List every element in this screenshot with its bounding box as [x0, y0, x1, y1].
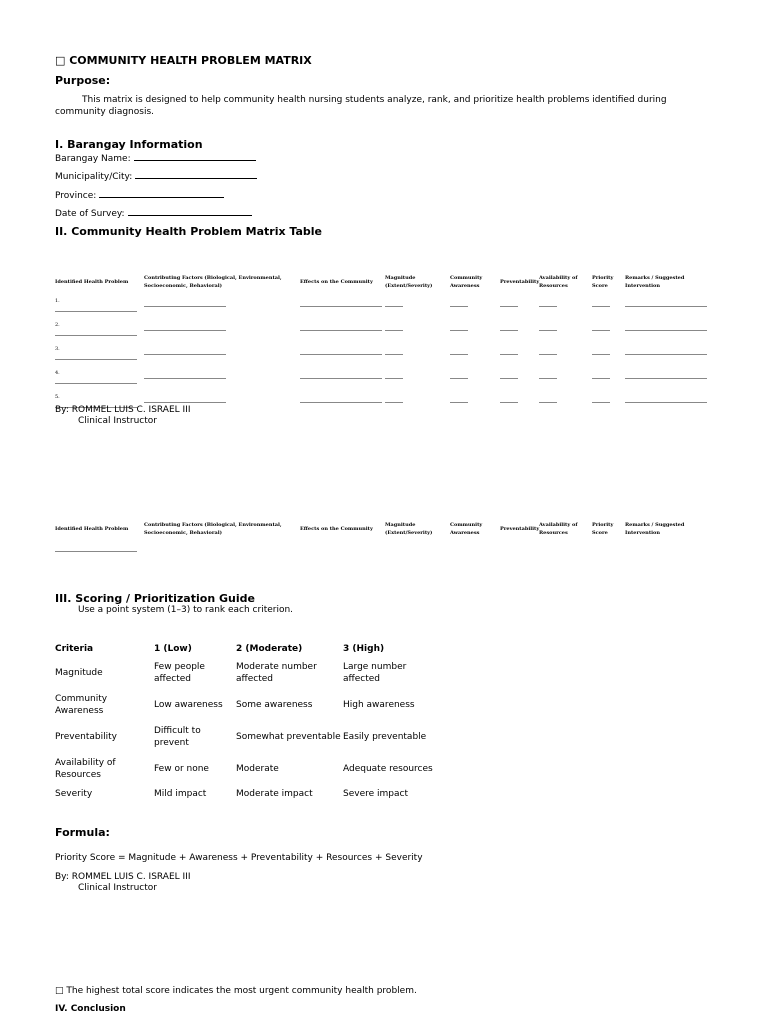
fill-line[interactable] — [385, 402, 403, 403]
fill-line[interactable] — [592, 354, 610, 355]
fill-line[interactable] — [300, 306, 382, 307]
guide-row-preventability — [55, 721, 443, 753]
fill-line[interactable] — [539, 306, 557, 307]
col-header-resources: Availability of Resources — [539, 275, 578, 289]
guide-cell: Low awareness — [154, 700, 223, 710]
guide-cell: Difficult to prevent — [154, 726, 201, 748]
section-scoring-heading: III. Scoring / Prioritization Guide — [55, 592, 255, 605]
col-header-awareness: Community Awareness — [450, 275, 483, 289]
guide-cell: Community Awareness — [55, 694, 108, 716]
guide-header-row — [55, 641, 443, 657]
fill-line[interactable] — [144, 354, 226, 355]
guide-header-low: 1 (Low) — [154, 644, 192, 654]
fill-line[interactable] — [55, 335, 137, 336]
guide-row-severity — [55, 785, 443, 803]
fill-line[interactable] — [592, 330, 610, 331]
fill-line[interactable] — [539, 330, 557, 331]
guide-cell: Few or none — [154, 764, 209, 774]
fill-line[interactable] — [625, 378, 707, 379]
section-conclusion-heading: IV. Conclusion — [55, 1004, 126, 1014]
document-title: □ COMMUNITY HEALTH PROBLEM MATRIX — [55, 54, 312, 67]
row-number: 1. — [55, 298, 60, 304]
col-header-magnitude: Magnitude (Extent/Severity) — [385, 275, 433, 289]
fill-line[interactable] — [385, 354, 403, 355]
section-scoring-subtext: Use a point system (1–3) to rank each criterion. — [78, 605, 294, 615]
fill-line[interactable] — [539, 402, 557, 403]
guide-cell: Moderate — [236, 764, 279, 774]
col-header-problem: Identified Health Problem — [55, 279, 129, 285]
row-number: 3. — [55, 346, 60, 352]
fill-line[interactable] — [99, 188, 224, 198]
fill-line[interactable] — [539, 354, 557, 355]
fill-line[interactable] — [300, 354, 382, 355]
fill-line[interactable] — [144, 306, 226, 307]
fill-line[interactable] — [300, 378, 382, 379]
fill-line[interactable] — [450, 354, 468, 355]
col-header-factors: Contributing Factors (Biological, Environmental, Socioeconomic, Behavioral) — [144, 275, 282, 289]
fill-line[interactable] — [500, 330, 518, 331]
field-date-of-survey — [55, 206, 252, 219]
signature-block — [55, 405, 191, 427]
guide-cell: Few people affected — [154, 662, 205, 684]
col-header-remarks: Remarks / Suggested Intervention — [625, 522, 685, 536]
fill-line[interactable] — [500, 306, 518, 307]
guide-cell: Preventability — [55, 732, 117, 742]
col-header-preventability: Preventability — [500, 279, 540, 285]
fill-line[interactable] — [500, 354, 518, 355]
field-label: Barangay Name: — [55, 154, 131, 164]
guide-cell: Large number affected — [343, 662, 407, 684]
col-header-priority-score: Priority Score — [592, 275, 614, 289]
col-header-preventability: Preventability — [500, 526, 540, 532]
field-label: Province: — [55, 191, 97, 201]
fill-line[interactable] — [135, 169, 257, 179]
guide-header-moderate: 2 (Moderate) — [236, 644, 303, 654]
section-barangay-heading: I. Barangay Information — [55, 138, 203, 151]
signature-name: By: ROMMEL LUIS C. ISRAEL III — [55, 405, 191, 415]
col-header-effects: Effects on the Community — [300, 526, 373, 532]
fill-line[interactable] — [134, 151, 256, 161]
purpose-text: This matrix is designed to help community health nursing students analyze, rank, and prioritize health problems identified during community diagnosis. — [55, 95, 667, 117]
signature-role: Clinical Instructor — [78, 416, 157, 426]
col-header-problem: Identified Health Problem — [55, 526, 129, 532]
signature-block — [55, 872, 191, 894]
col-header-awareness: Community Awareness — [450, 522, 483, 536]
fill-line[interactable] — [385, 330, 403, 331]
fill-line[interactable] — [500, 402, 518, 403]
guide-row-magnitude — [55, 657, 443, 689]
field-barangay-name — [55, 151, 256, 164]
col-header-factors: Contributing Factors (Biological, Environmental, Socioeconomic, Behavioral) — [144, 522, 282, 536]
fill-line[interactable] — [300, 402, 382, 403]
note-text: □ The highest total score indicates the most urgent community health problem. — [55, 986, 417, 996]
fill-line[interactable] — [625, 354, 707, 355]
guide-row-resources — [55, 753, 443, 785]
col-header-remarks: Remarks / Suggested Intervention — [625, 275, 685, 289]
fill-line[interactable] — [592, 306, 610, 307]
guide-cell: Moderate number affected — [236, 662, 317, 684]
guide-cell: Some awareness — [236, 700, 313, 710]
fill-line[interactable] — [300, 330, 382, 331]
fill-line[interactable] — [385, 306, 403, 307]
fill-line[interactable] — [450, 378, 468, 379]
col-header-resources: Availability of Resources — [539, 522, 578, 536]
field-label: Date of Survey: — [55, 209, 125, 219]
guide-cell: Severe impact — [343, 789, 408, 799]
fill-line[interactable] — [450, 330, 468, 331]
fill-line[interactable] — [450, 402, 468, 403]
fill-line[interactable] — [592, 378, 610, 379]
guide-cell: Somewhat preventable — [236, 732, 341, 742]
guide-cell: Mild impact — [154, 789, 207, 799]
signature-name: By: ROMMEL LUIS C. ISRAEL III — [55, 872, 191, 882]
guide-row-awareness — [55, 689, 443, 721]
guide-cell: Easily preventable — [343, 732, 427, 742]
fill-line[interactable] — [144, 402, 226, 403]
row-number: 4. — [55, 370, 60, 376]
formula-heading: Formula: — [55, 826, 110, 839]
fill-line[interactable] — [55, 551, 137, 552]
formula-text: Priority Score = Magnitude + Awareness + Preventability + Resources + Severity — [55, 853, 423, 863]
guide-cell: Moderate impact — [236, 789, 313, 799]
fill-line[interactable] — [450, 306, 468, 307]
fill-line[interactable] — [55, 359, 137, 360]
guide-cell: Magnitude — [55, 668, 103, 678]
row-number: 5. — [55, 394, 60, 400]
guide-cell: Severity — [55, 789, 93, 799]
fill-line[interactable] — [500, 378, 518, 379]
fill-line[interactable] — [625, 402, 707, 403]
section-matrix-heading: II. Community Health Problem Matrix Table — [55, 225, 323, 238]
fill-line[interactable] — [55, 383, 137, 384]
field-label: Municipality/City: — [55, 172, 133, 182]
guide-header-high: 3 (High) — [343, 644, 385, 654]
col-header-magnitude: Magnitude (Extent/Severity) — [385, 522, 433, 536]
signature-role: Clinical Instructor — [78, 883, 157, 893]
purpose-heading: Purpose: — [55, 74, 111, 87]
guide-cell: Adequate resources — [343, 764, 433, 774]
fill-line[interactable] — [625, 306, 707, 307]
scoring-guide-table — [55, 641, 443, 803]
fill-line[interactable] — [539, 378, 557, 379]
fill-line[interactable] — [625, 330, 707, 331]
fill-line[interactable] — [592, 402, 610, 403]
guide-cell: High awareness — [343, 700, 415, 710]
fill-line[interactable] — [128, 206, 252, 216]
fill-line[interactable] — [55, 311, 137, 312]
fill-line[interactable] — [144, 378, 226, 379]
col-header-effects: Effects on the Community — [300, 279, 373, 285]
field-province — [55, 188, 224, 201]
fill-line[interactable] — [144, 330, 226, 331]
col-header-priority-score: Priority Score — [592, 522, 614, 536]
guide-header-criteria: Criteria — [55, 644, 94, 654]
fill-line[interactable] — [385, 378, 403, 379]
row-number: 2. — [55, 322, 60, 328]
guide-cell: Availability of Resources — [55, 758, 116, 780]
field-municipality — [55, 169, 257, 182]
